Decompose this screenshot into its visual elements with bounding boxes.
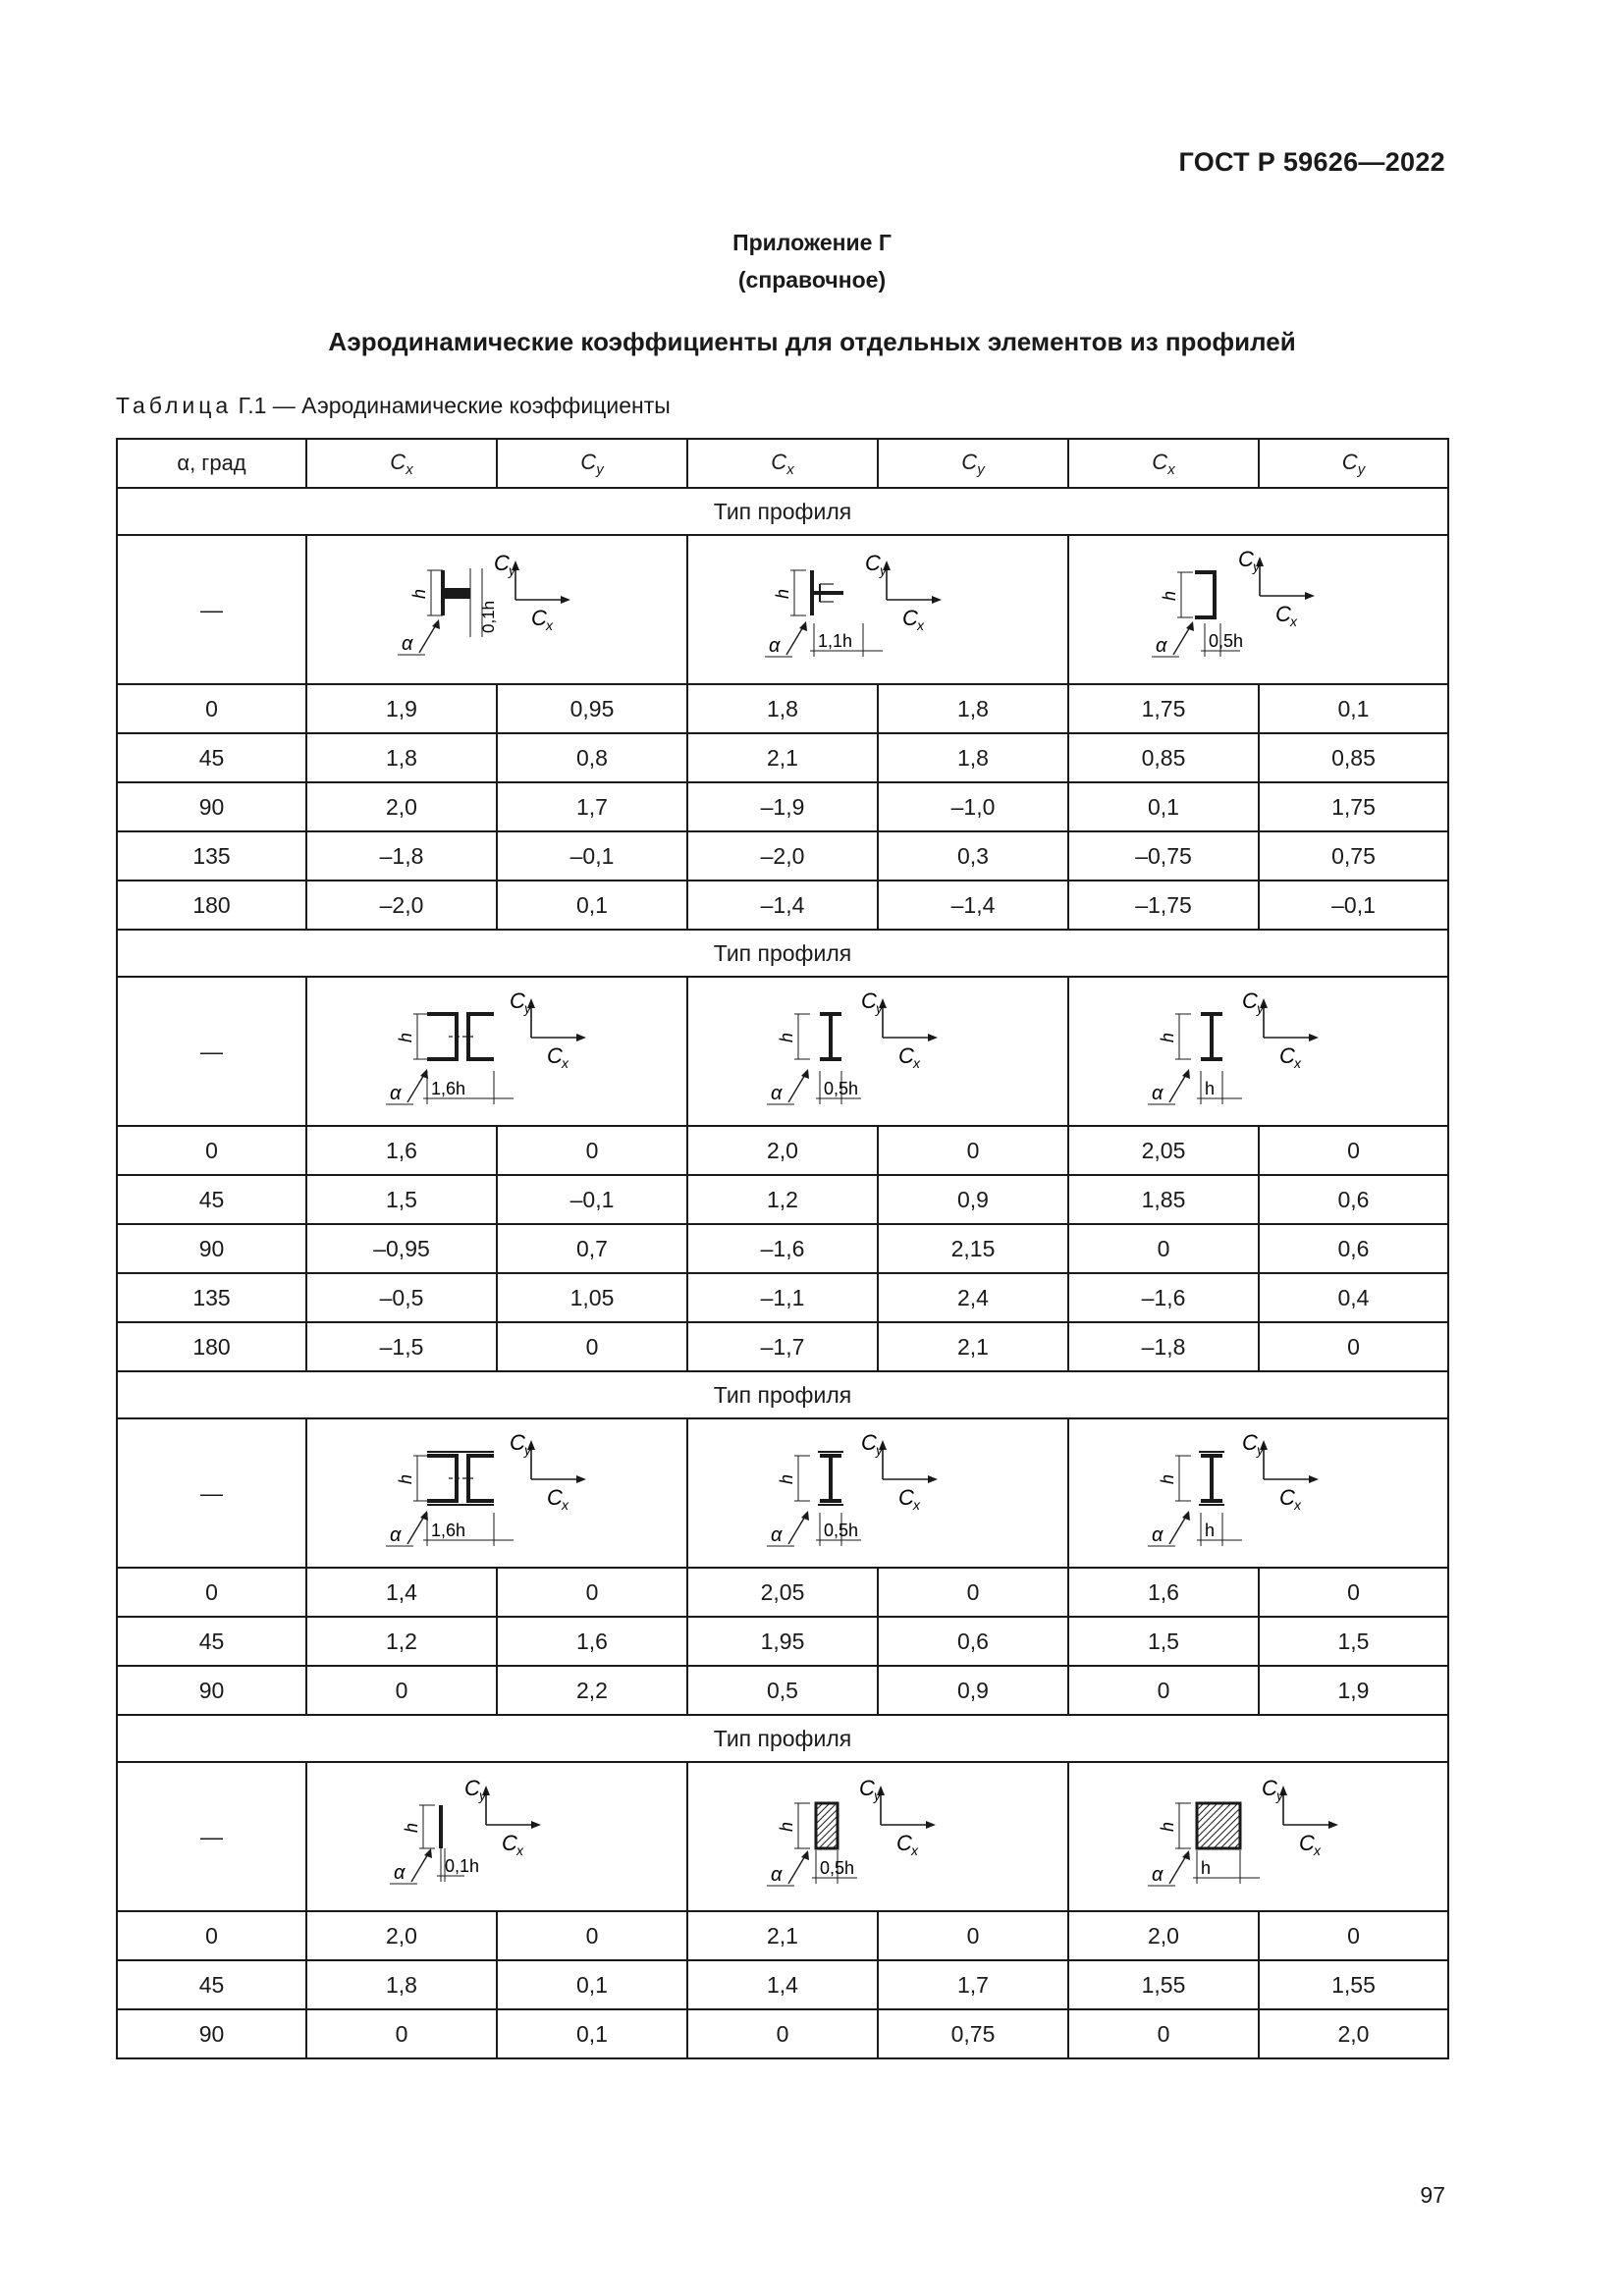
alpha-label: α [771, 1083, 783, 1104]
cx-axis-label: C [902, 606, 918, 630]
profile-diagram [384, 1422, 610, 1564]
alpha-label: α [394, 1862, 406, 1884]
coefficients-table [116, 438, 1449, 2059]
coefficient-cell: 2,0 [1259, 2009, 1448, 2058]
coefficient-cell: 1,4 [687, 1960, 878, 2009]
coefficient-cell: 0,5 [687, 1666, 878, 1715]
cy-axis-label: C [510, 1430, 525, 1455]
coefficient-cell: 2,0 [306, 1911, 497, 1960]
alpha-cell: 0 [117, 684, 306, 733]
table-row [117, 881, 1448, 930]
table-row [117, 1224, 1448, 1273]
cx-axis-subscript: x [1293, 1497, 1301, 1513]
alpha-label: α [771, 1864, 783, 1886]
coefficient-cell: 0,4 [1259, 1273, 1448, 1322]
coefficient-cell: 1,7 [878, 1960, 1068, 2009]
coefficient-cell: 0 [1259, 1568, 1448, 1617]
alpha-label: α [1151, 1083, 1163, 1104]
coefficient-cell: 0 [1259, 1126, 1448, 1175]
profile-diagram-cell [306, 535, 687, 684]
dimension-label: 1,6h [431, 1521, 466, 1540]
cx-axis-label: C [547, 1485, 563, 1510]
alpha-label: α [390, 1524, 402, 1546]
coefficient-cell: 2,0 [306, 782, 497, 831]
alpha-label: α [1151, 1864, 1163, 1886]
coefficient-cell: 1,55 [1068, 1960, 1259, 2009]
coefficient-cell: –1,6 [687, 1224, 878, 1273]
coefficient-cell: 0 [497, 1568, 687, 1617]
appendix-kind: (справочное) [737, 267, 887, 293]
coefficient-cell: 1,5 [306, 1175, 497, 1224]
profile-diagram [765, 539, 991, 680]
coefficient-cell: 1,5 [1259, 1617, 1448, 1666]
alpha-label: α [771, 1524, 783, 1546]
profile-diagram-cell [306, 977, 687, 1126]
coefficient-cell: 0,6 [878, 1617, 1068, 1666]
section-label: Тип профиля [117, 930, 1448, 977]
header-cx: $C_x$ [687, 439, 878, 488]
coefficient-cell: 0 [306, 2009, 497, 2058]
profile-diagram [765, 1422, 991, 1564]
coefficient-cell: 0 [1068, 1224, 1259, 1273]
dimension-h: h [773, 588, 792, 599]
dimension-label: h [1200, 1858, 1211, 1878]
cx-axis-label: C [1278, 1043, 1295, 1068]
dimension-label: 1,6h [431, 1079, 466, 1098]
cx-axis-label: C [896, 1831, 912, 1855]
coefficient-cell: 0,1 [1259, 684, 1448, 733]
cy-axis-label: C [510, 988, 525, 1013]
section-row [117, 1715, 1448, 1762]
coefficient-cell: 0,75 [878, 2009, 1068, 2058]
cx-axis-subscript: x [562, 1055, 568, 1071]
dash-cell: — [117, 977, 306, 1126]
document-title: Аэродинамические коэффициенты для отдельных элементов из профилей [328, 327, 1296, 356]
coefficient-cell: 1,2 [687, 1175, 878, 1224]
coefficient-cell: 2,15 [878, 1224, 1068, 1273]
table-caption-text: Г.1 — Аэродинамические коэффициенты [232, 393, 671, 418]
table-row [117, 1175, 1448, 1224]
table-row [117, 831, 1448, 881]
cx-axis-label: C [1274, 602, 1291, 626]
profile-diagram-cell [1068, 1418, 1448, 1568]
profile-diagram-cell [687, 977, 1068, 1126]
dash-cell: — [117, 1418, 306, 1568]
cy-axis-label: C [1241, 988, 1258, 1013]
coefficient-cell: –1,4 [687, 881, 878, 930]
alpha-cell: 180 [117, 1322, 306, 1371]
profile-diagram-cell [306, 1762, 687, 1911]
dimension-h: h [1157, 1032, 1177, 1042]
cx-axis-subscript: x [913, 1055, 920, 1071]
profile-diagram-cell [687, 1418, 1068, 1568]
cx-axis-label: C [898, 1043, 914, 1068]
coefficient-cell: 0,6 [1259, 1224, 1448, 1273]
profile-diagram-cell [306, 1418, 687, 1568]
cx-axis-subscript: x [1289, 614, 1297, 629]
alpha-cell: 90 [117, 1666, 306, 1715]
profile-diagram [1146, 1422, 1372, 1564]
table-row [117, 1568, 1448, 1617]
coefficient-cell: 1,2 [306, 1617, 497, 1666]
profile-diagram [765, 1766, 991, 1907]
coefficient-cell: 1,4 [306, 1568, 497, 1617]
coefficient-cell: 0,1 [497, 2009, 687, 2058]
dimension-label: h [1204, 1079, 1215, 1098]
cy-axis-label: C [1241, 1430, 1258, 1455]
cy-axis-subscript: y [876, 1442, 883, 1458]
coefficient-cell: 0 [687, 2009, 878, 2058]
cx-axis-label: C [502, 1831, 517, 1855]
table-row [117, 1126, 1448, 1175]
coefficient-cell: –0,1 [1259, 881, 1448, 930]
coefficient-cell: 2,0 [1068, 1911, 1259, 1960]
coefficient-cell: 0,85 [1068, 733, 1259, 782]
coefficient-cell: 2,1 [878, 1322, 1068, 1371]
profile-diagram-row [117, 535, 1448, 684]
coefficient-cell: 0,95 [497, 684, 687, 733]
alpha-cell: 45 [117, 733, 306, 782]
coefficient-cell: –1,0 [878, 782, 1068, 831]
cy-axis-subscript: y [479, 1788, 486, 1803]
profile-diagram-row [117, 977, 1448, 1126]
coefficient-cell: 0 [306, 1666, 497, 1715]
dimension-label: 0,1h [479, 600, 498, 633]
cy-axis-label: C [494, 551, 510, 575]
coefficient-cell: –1,9 [687, 782, 878, 831]
cy-axis-label: C [861, 988, 877, 1013]
table-row [117, 782, 1448, 831]
coefficients-table-body [117, 439, 1448, 2058]
appendix-heading [0, 224, 1624, 298]
coefficient-cell: 1,85 [1068, 1175, 1259, 1224]
dimension-h: h [396, 1473, 415, 1484]
profile-diagram-row [117, 1762, 1448, 1911]
coefficient-cell: 0,8 [497, 733, 687, 782]
coefficient-cell: 0,1 [497, 1960, 687, 2009]
table-header-row [117, 439, 1448, 488]
profile-diagram-cell [1068, 1762, 1448, 1911]
appendix-label: Приложение Г [732, 230, 892, 255]
profile-diagram-row [117, 1418, 1448, 1568]
coefficient-cell: –0,5 [306, 1273, 497, 1322]
alpha-label: α [390, 1083, 402, 1104]
cx-axis-subscript: x [1293, 1055, 1301, 1071]
coefficient-cell: 1,6 [1068, 1568, 1259, 1617]
alpha-label: α [769, 635, 781, 657]
alpha-cell: 0 [117, 1911, 306, 1960]
coefficient-cell: 2,1 [687, 733, 878, 782]
cy-axis-subscript: y [524, 1000, 531, 1016]
coefficient-cell: –1,8 [1068, 1322, 1259, 1371]
cy-axis-subscript: y [1252, 559, 1260, 574]
coefficient-cell: –1,8 [306, 831, 497, 881]
cx-axis-subscript: x [911, 1842, 918, 1858]
coefficient-cell: 0 [878, 1911, 1068, 1960]
coefficient-cell: 1,9 [306, 684, 497, 733]
coefficient-cell: 1,55 [1259, 1960, 1448, 2009]
dimension-label: 1,1h [818, 631, 853, 651]
cy-axis-label: C [1237, 547, 1254, 571]
dimension-h: h [1157, 1473, 1177, 1484]
coefficient-cell: 0 [1068, 2009, 1259, 2058]
coefficient-cell: –1,5 [306, 1322, 497, 1371]
coefficient-cell: 0 [1068, 1666, 1259, 1715]
dimension-label: 0,1h [445, 1856, 480, 1876]
coefficient-cell: 2,1 [687, 1911, 878, 1960]
alpha-cell: 45 [117, 1175, 306, 1224]
profile-diagram [765, 981, 991, 1122]
dimension-h: h [402, 1822, 421, 1833]
dimension-label: 0,5h [1208, 631, 1243, 651]
coefficient-cell: 0,7 [497, 1224, 687, 1273]
dimension-label: 0,5h [824, 1079, 859, 1098]
coefficient-cell: 2,0 [687, 1126, 878, 1175]
cx-axis-subscript: x [913, 1497, 920, 1513]
coefficient-cell: –2,0 [687, 831, 878, 881]
table-caption-prefix: Таблица [116, 393, 233, 418]
dimension-h: h [396, 1032, 415, 1042]
cy-axis-label: C [1261, 1776, 1277, 1800]
alpha-cell: 135 [117, 1273, 306, 1322]
dimension-h: h [1157, 1821, 1177, 1832]
section-row [117, 488, 1448, 535]
coefficient-cell: –1,4 [878, 881, 1068, 930]
coefficient-cell: 0 [1259, 1322, 1448, 1371]
cy-axis-subscript: y [876, 1000, 883, 1016]
dimension-h: h [1159, 590, 1179, 601]
coefficient-cell: 0,6 [1259, 1175, 1448, 1224]
coefficient-cell: 1,8 [306, 733, 497, 782]
table-row [117, 1911, 1448, 1960]
alpha-cell: 45 [117, 1617, 306, 1666]
coefficient-cell: 1,6 [497, 1617, 687, 1666]
coefficient-cell: 0 [878, 1568, 1068, 1617]
alpha-label: α [402, 633, 413, 655]
coefficient-cell: 0,1 [1068, 782, 1259, 831]
dimension-h: h [409, 588, 429, 599]
coefficient-cell: –1,75 [1068, 881, 1259, 930]
coefficient-cell: 0 [1259, 1911, 1448, 1960]
coefficient-cell: 0,9 [878, 1666, 1068, 1715]
coefficient-cell: 0,85 [1259, 733, 1448, 782]
coefficient-cell: –1,7 [687, 1322, 878, 1371]
section-label: Тип профиля [117, 1371, 1448, 1418]
alpha-label: α [1155, 635, 1166, 657]
table-row [117, 1322, 1448, 1371]
alpha-cell: 180 [117, 881, 306, 930]
coefficient-cell: 0,75 [1259, 831, 1448, 881]
coefficient-cell: 2,05 [1068, 1126, 1259, 1175]
coefficient-cell: 0,3 [878, 831, 1068, 881]
coefficient-cell: 1,75 [1068, 684, 1259, 733]
cx-axis-subscript: x [546, 617, 553, 633]
alpha-cell: 90 [117, 1224, 306, 1273]
coefficient-cell: 2,4 [878, 1273, 1068, 1322]
coefficient-cell: 0 [878, 1126, 1068, 1175]
header-cy: $C_y$ [497, 439, 687, 488]
cx-axis-label: C [531, 606, 547, 630]
section-row [117, 1371, 1448, 1418]
cx-axis-subscript: x [1313, 1842, 1321, 1858]
table-caption [116, 393, 671, 419]
coefficient-cell: 1,8 [687, 684, 878, 733]
cx-axis-subscript: x [516, 1842, 523, 1858]
coefficient-cell: 2,2 [497, 1666, 687, 1715]
coefficient-cell: –1,6 [1068, 1273, 1259, 1322]
cx-axis-label: C [898, 1485, 914, 1510]
table-row [117, 733, 1448, 782]
header-cy: $C_y$ [1259, 439, 1448, 488]
header-cx: $C_x$ [306, 439, 497, 488]
cy-axis-label: C [859, 1776, 875, 1800]
cx-axis-label: C [547, 1043, 563, 1068]
cx-axis-label: C [1298, 1831, 1315, 1855]
alpha-cell: 0 [117, 1568, 306, 1617]
cy-axis-subscript: y [524, 1442, 531, 1458]
coefficient-cell: 1,05 [497, 1273, 687, 1322]
profile-diagram [1146, 1766, 1372, 1907]
dimension-label: 0,5h [820, 1858, 855, 1878]
dimension-label: h [1204, 1521, 1215, 1540]
coefficient-cell: –0,1 [497, 831, 687, 881]
header-alpha: α, град [117, 439, 306, 488]
dash-cell: — [117, 535, 306, 684]
alpha-cell: 135 [117, 831, 306, 881]
coefficient-cell: –1,1 [687, 1273, 878, 1322]
standard-code: ГОСТ Р 59626—2022 [1178, 147, 1445, 177]
coefficient-cell: 1,95 [687, 1617, 878, 1666]
coefficient-cell: 1,75 [1259, 782, 1448, 831]
cy-axis-subscript: y [1256, 1442, 1264, 1458]
dimension-h: h [777, 1821, 796, 1832]
table-row [117, 1273, 1448, 1322]
coefficient-cell: 1,5 [1068, 1617, 1259, 1666]
profile-diagram [384, 981, 610, 1122]
dimension-h: h [777, 1032, 796, 1042]
cx-axis-subscript: x [917, 617, 924, 633]
table-row [117, 1960, 1448, 2009]
coefficient-cell: 1,6 [306, 1126, 497, 1175]
section-label: Тип профиля [117, 488, 1448, 535]
cy-axis-subscript: y [874, 1788, 881, 1803]
profile-diagram [1146, 539, 1372, 680]
profile-diagram-cell [1068, 535, 1448, 684]
coefficient-cell: 0 [497, 1911, 687, 1960]
profile-diagram-cell [687, 1762, 1068, 1911]
alpha-cell: 0 [117, 1126, 306, 1175]
table-row [117, 2009, 1448, 2058]
coefficient-cell: –0,1 [497, 1175, 687, 1224]
coefficient-cell: 1,7 [497, 782, 687, 831]
cx-axis-label: C [1278, 1485, 1295, 1510]
alpha-cell: 45 [117, 1960, 306, 2009]
alpha-cell: 90 [117, 2009, 306, 2058]
coefficient-cell: 1,8 [878, 684, 1068, 733]
cy-axis-subscript: y [1256, 1000, 1264, 1016]
profile-diagram-cell [687, 535, 1068, 684]
coefficient-cell: 0,1 [497, 881, 687, 930]
section-label: Тип профиля [117, 1715, 1448, 1762]
coefficient-cell: –2,0 [306, 881, 497, 930]
profile-diagram-cell [1068, 977, 1448, 1126]
table-row [117, 1666, 1448, 1715]
page-number: 97 [1420, 2182, 1445, 2208]
profile-diagram [384, 539, 610, 680]
coefficient-cell: 0 [497, 1322, 687, 1371]
coefficient-cell: 0,9 [878, 1175, 1068, 1224]
coefficient-cell: 0 [497, 1126, 687, 1175]
cy-axis-label: C [861, 1430, 877, 1455]
table-row [117, 684, 1448, 733]
cy-axis-subscript: y [1275, 1788, 1283, 1803]
coefficient-cell: 1,8 [878, 733, 1068, 782]
dash-cell: — [117, 1762, 306, 1911]
coefficient-cell: 1,9 [1259, 1666, 1448, 1715]
section-row [117, 930, 1448, 977]
table-row [117, 1617, 1448, 1666]
cy-axis-subscript: y [880, 562, 887, 578]
cy-axis-subscript: y [509, 562, 515, 578]
coefficient-cell: –0,95 [306, 1224, 497, 1273]
dimension-label: 0,5h [824, 1521, 859, 1540]
header-cy: $C_y$ [878, 439, 1068, 488]
coefficient-cell: 1,8 [306, 1960, 497, 2009]
profile-diagram [384, 1766, 610, 1907]
coefficient-cell: –0,75 [1068, 831, 1259, 881]
cy-axis-label: C [865, 551, 881, 575]
cy-axis-label: C [464, 1776, 480, 1800]
cx-axis-subscript: x [562, 1497, 568, 1513]
alpha-label: α [1151, 1524, 1163, 1546]
profile-diagram [1146, 981, 1372, 1122]
alpha-cell: 90 [117, 782, 306, 831]
coefficient-cell: 2,05 [687, 1568, 878, 1617]
header-cx: $C_x$ [1068, 439, 1259, 488]
dimension-h: h [777, 1473, 796, 1484]
